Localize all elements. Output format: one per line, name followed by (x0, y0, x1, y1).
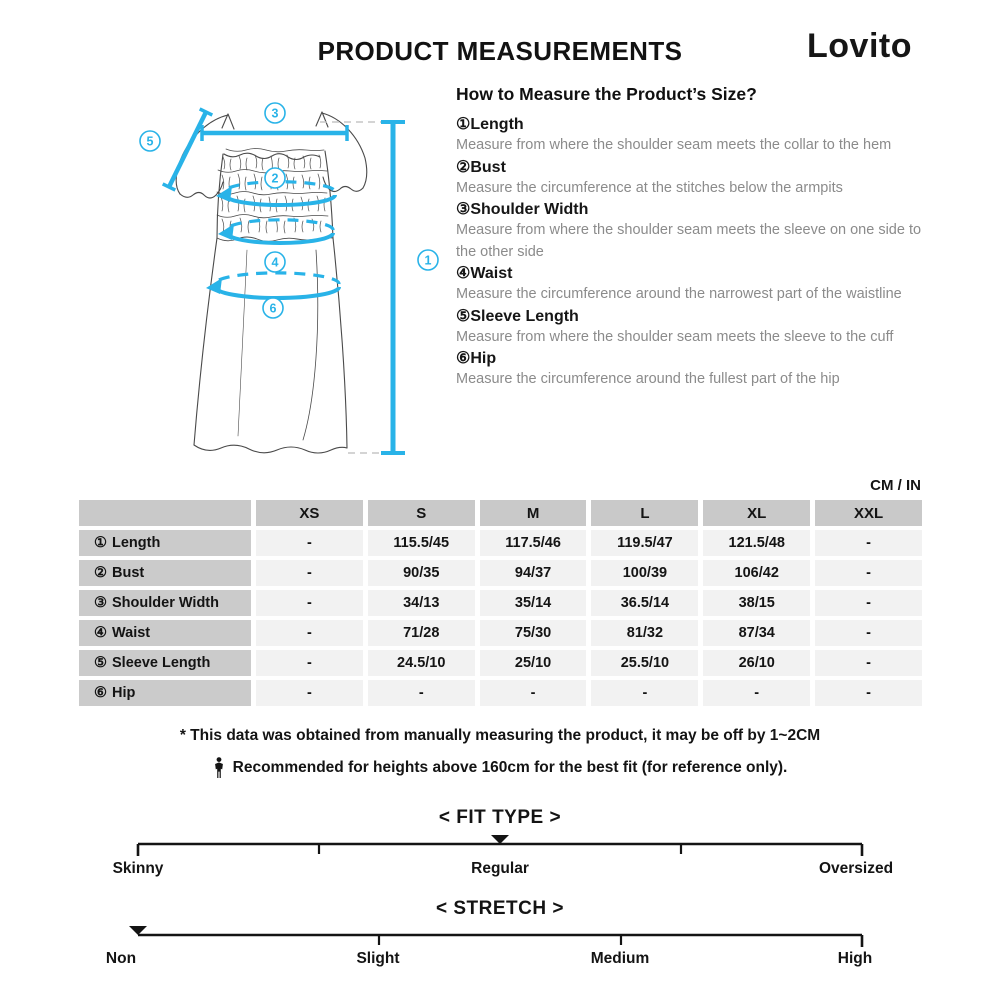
unit-label: CM / IN (870, 477, 921, 494)
how-to-measure-title: How to Measure the Product’s Size? (456, 84, 757, 104)
svg-text:3: 3 (271, 106, 279, 121)
length-measure-line (381, 122, 405, 453)
stretch-label-medium: Medium (590, 950, 650, 967)
fit-type-marker-icon (491, 835, 509, 844)
measure-item-shoulder-width-desc: Measure from where the shoulder seam meets the sleeve on one side to the other side (456, 222, 922, 260)
measure-item-sleeve-length-desc: Measure from where the shoulder seam meets the sleeve to the cuff (456, 328, 894, 345)
how-to-measure-section (456, 84, 934, 391)
column-header-s: S (368, 500, 475, 526)
size-table (79, 500, 922, 706)
table-row-bust: ② Bust - 90/35 94/37 100/39 106/42 - (79, 560, 922, 586)
measure-item-shoulder-width: ③Shoulder Width (456, 201, 589, 218)
svg-text:6: 6 (269, 301, 277, 316)
table-row-hip: ⑥ Hip - - - - - - (79, 680, 922, 706)
measure-item-length-desc: Measure from where the shoulder seam meets the collar to the hem (456, 137, 892, 153)
svg-text:2: 2 (271, 171, 279, 186)
callout-4 (265, 252, 285, 272)
measure-item-waist-desc: Measure the circumference around the narrowest part of the waistline (456, 286, 902, 302)
svg-text:1: 1 (424, 253, 432, 268)
measure-item-bust: ②Bust (456, 158, 506, 176)
size-table-corner-cell (79, 500, 251, 526)
callout-5 (140, 131, 160, 151)
stretch-label-non: Non (105, 950, 137, 967)
fit-type-scale (100, 834, 900, 858)
shoulder-width-measure-line (202, 125, 347, 141)
measure-item-sleeve-length: ⑤Sleeve Length (456, 307, 579, 325)
dress-measurement-diagram (95, 88, 465, 473)
measure-item-hip-desc: Measure the circumference around the fullest part of the hip (456, 371, 840, 387)
table-row-length: ① Length - 115.5/45 117.5/46 119.5/47 121.5/48 - (79, 530, 922, 556)
sleeve-length-measure-line (163, 109, 213, 190)
column-header-l: L (591, 500, 698, 526)
person-icon (213, 757, 225, 779)
size-table-header-row (79, 500, 922, 526)
table-row-shoulder-width: ③ Shoulder Width - 34/13 35/14 36.5/14 38/15 - (79, 590, 922, 616)
stretch-scale (100, 925, 900, 949)
stretch-title: < STRETCH > (436, 898, 564, 919)
stretch-label-high: High (837, 950, 873, 967)
callout-6 (263, 298, 283, 318)
fit-label-skinny: Skinny (112, 860, 164, 877)
column-header-m: M (480, 500, 587, 526)
column-header-xxl: XXL (815, 500, 922, 526)
height-recommendation-text: Recommended for heights above 160cm for the best fit (for reference only). (232, 759, 788, 776)
fit-label-regular: Regular (471, 860, 529, 877)
fit-type-title: < FIT TYPE > (438, 807, 562, 828)
waist-measure-ellipse (218, 220, 333, 243)
accuracy-note: * This data was obtained from manually measuring the product, it may be off by 1~2CM (179, 727, 821, 744)
measure-item-bust-desc: Measure the circumference at the stitches below the armpits (456, 179, 843, 196)
fit-label-oversized: Oversized (818, 860, 894, 877)
height-recommendation-note (0, 757, 1000, 779)
stretch-label-slight: Slight (356, 950, 400, 967)
svg-text:5: 5 (146, 134, 154, 149)
page-title: PRODUCT MEASUREMENTS (317, 36, 683, 66)
measure-item-length: ①Length (456, 116, 524, 133)
measure-item-waist: ④Waist (456, 265, 513, 282)
callout-2 (265, 168, 285, 188)
table-row-waist: ④ Waist - 71/28 75/30 81/32 87/34 - (79, 620, 922, 646)
brand-logo: Lovito (807, 27, 912, 65)
svg-text:4: 4 (271, 255, 279, 270)
column-header-xs: XS (256, 500, 363, 526)
measure-item-hip: ⑥Hip (456, 350, 497, 367)
table-row-sleeve-length: ⑤ Sleeve Length - 24.5/10 25/10 25.5/10 26/10 - (79, 650, 922, 676)
hip-measure-ellipse (206, 273, 339, 298)
stretch-marker-icon (129, 926, 147, 935)
column-header-xl: XL (703, 500, 810, 526)
length-leader-lines (320, 122, 383, 453)
callout-1 (418, 250, 438, 270)
callout-3 (265, 103, 285, 123)
